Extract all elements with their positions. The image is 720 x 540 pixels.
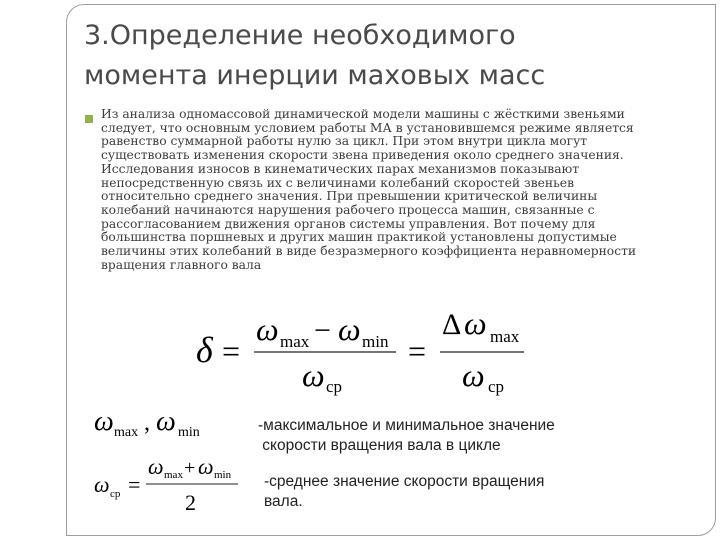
omega-min-symbol-2: ω — [156, 406, 176, 437]
omega-max-symbol-2: ω — [94, 406, 114, 437]
omega-max-symbol-3: ω — [148, 456, 164, 479]
title-line-2: момента инерции маховых масс — [84, 60, 546, 91]
omega-cp-symbol-2: ω — [462, 357, 485, 393]
limits-description-line-1: -максимальное и минимальное значение — [258, 417, 555, 434]
slide-title — [84, 16, 684, 96]
omega-cp-symbol-3: ω — [94, 472, 110, 497]
omega-min-symbol: ω — [338, 311, 361, 347]
formula-unevenness-coefficient — [190, 300, 550, 400]
title-line-1: 3.Определение необходимого — [84, 20, 516, 51]
subscript-min-3: min — [178, 425, 200, 440]
limits-description — [258, 416, 638, 456]
comma-separator: , — [144, 410, 150, 436]
equals-sign-2: = — [408, 333, 427, 369]
omega-min-symbol-3: ω — [198, 456, 214, 479]
subscript-max: max — [280, 332, 310, 351]
average-description-line-1: -среднее значение скорости вращения — [264, 473, 545, 490]
delta-capital-symbol: Δ — [442, 308, 462, 341]
bullet-marker-icon — [84, 114, 94, 124]
formula-average-speed — [92, 456, 252, 514]
subscript-min: min — [362, 332, 389, 351]
minus-sign: − — [314, 314, 331, 347]
average-description — [264, 472, 624, 512]
subscript-max-3: max — [114, 425, 139, 440]
equals-sign-1: = — [222, 333, 241, 369]
equals-sign-3: = — [128, 472, 141, 497]
omega-max-symbol: ω — [256, 311, 279, 347]
subscript-min-4: min — [214, 469, 232, 481]
delta-symbol: δ — [196, 330, 213, 370]
subscript-cp-1: ср — [326, 377, 343, 396]
denominator-two: 2 — [185, 490, 196, 514]
omega-cp-symbol-1: ω — [302, 357, 325, 393]
subscript-max-4: max — [164, 469, 183, 481]
subscript-cp-2: ср — [488, 377, 505, 396]
body-paragraph: Из анализа одномассовой динамической модели машины с жёсткими звеньями следует, что основным условием работы МА в установившемся режиме является равенство суммарной работы нулю за цикл. При этом внутри цикла могут существовать изменения скорости звена приведения около среднего значения. Исследования износов в кинематических парах механизмов показывают непосредственную связь их с величинами колебаний скоростей звеньев относительно среднего значения. При превышении критической величины колебаний начинаются нарушения рабочего процесса машин, связанные с рассогласованием движения органов системы управления. Вот почему для большинства поршневых и других машин практикой установлены допустимые величины этих колебаний в виде безразмерного коэффициента неравномерности вращения главного вала — [101, 107, 637, 272]
subscript-cp-3: ср — [110, 488, 121, 500]
formula-omega-limits — [92, 406, 222, 442]
average-description-line-2: вала. — [264, 493, 303, 510]
omega-symbol-2: ω — [464, 305, 487, 341]
plus-sign: + — [184, 457, 196, 479]
subscript-max-2: max — [490, 327, 520, 346]
limits-description-line-2: скорости вращения вала в цикле — [258, 437, 501, 454]
